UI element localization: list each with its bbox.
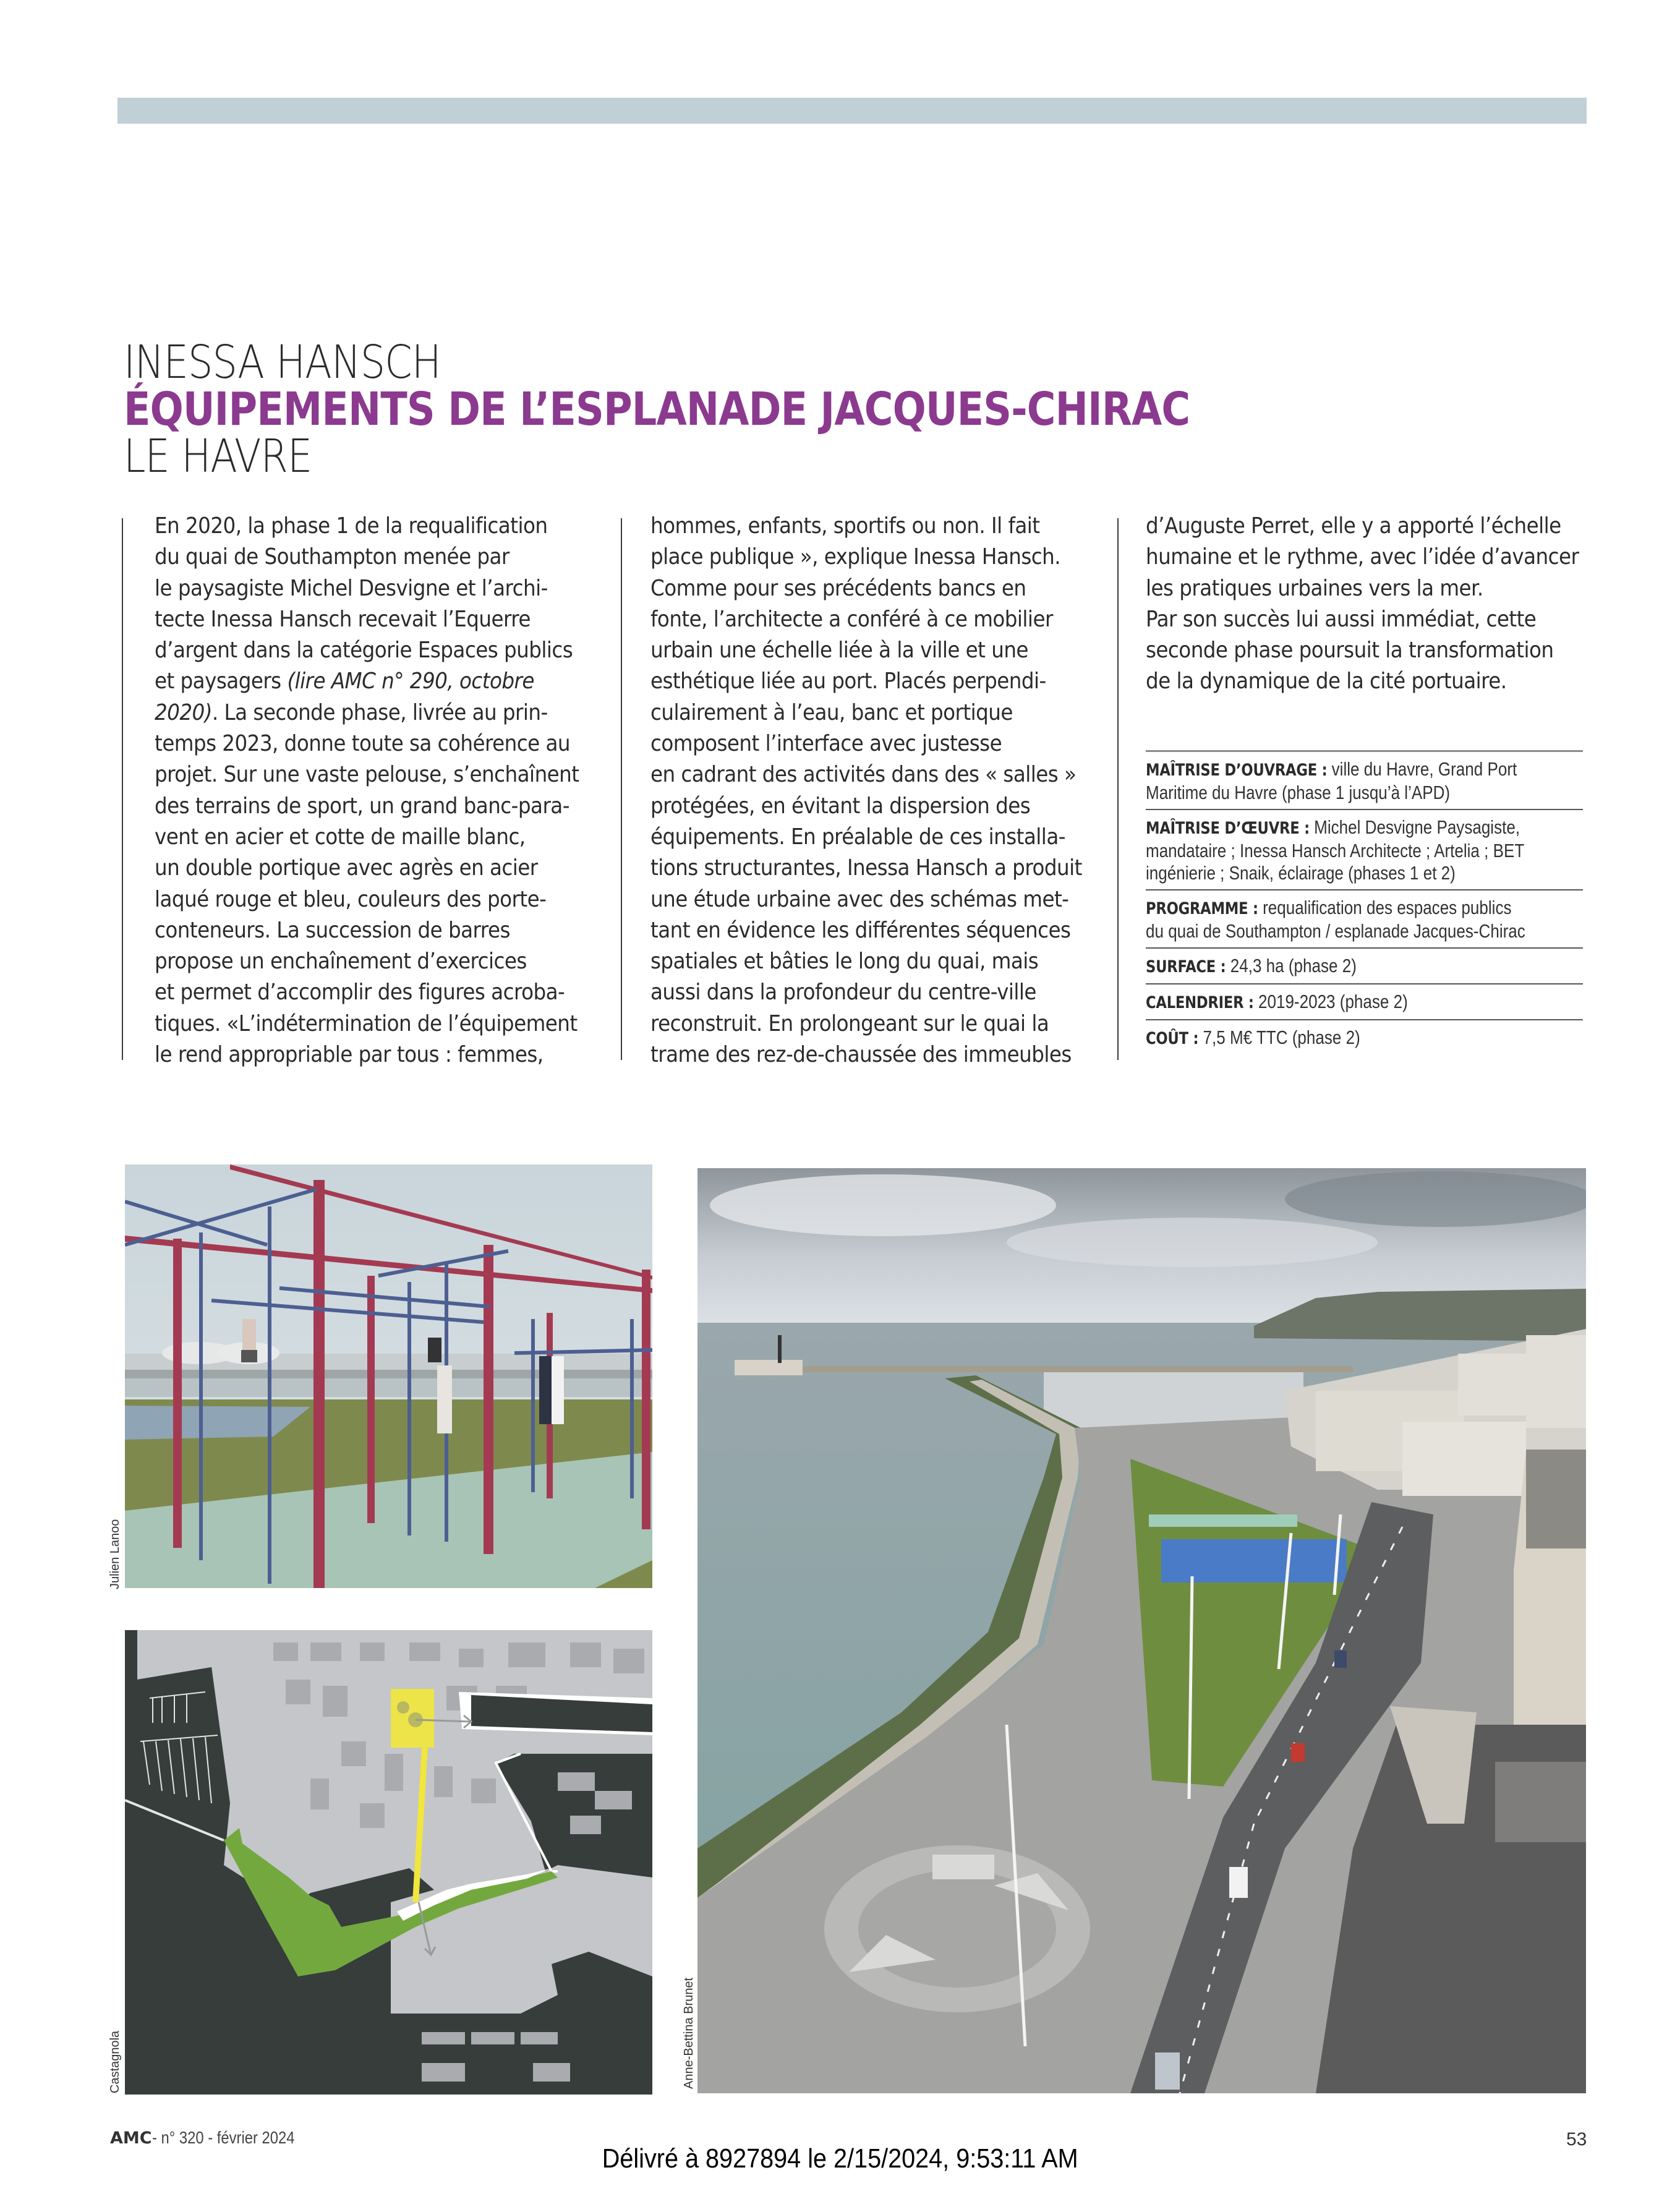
credit-value: ville du Havre, Grand Port: [1331, 758, 1517, 780]
text-line: protégées, en évitant la dispersion des: [650, 793, 1031, 819]
text-line: une étude urbaine avec des schémas met-: [650, 886, 1069, 912]
project-credits: [1146, 750, 1583, 1055]
text-line: aussi dans la profondeur du centre-ville: [650, 980, 1036, 1006]
magazine-reference: (lire AMC n° 290, octobre: [287, 668, 534, 694]
title-project: ÉQUIPEMENTS DE L’ESPLANADE JACQUES-CHIRAC: [124, 383, 1190, 436]
text-line: En 2020, la phase 1 de la requalification: [155, 513, 548, 539]
body-column-1: [155, 511, 600, 1070]
photo-playground: [125, 1164, 652, 1588]
title-city: LE HAVRE: [124, 430, 312, 483]
text-line: de la dynamique de la cité portuaire.: [1146, 668, 1507, 694]
text-line: reconstruit. En prolongeant sur le quai la: [650, 1010, 1049, 1036]
text-line: le paysagiste Michel Desvigne et l’archi-: [155, 575, 548, 601]
credit-value: 2019-2023 (phase 2): [1258, 991, 1408, 1012]
text-fragment: . La seconde phase, livrée au prin-: [211, 699, 548, 725]
credit-label: MAÎTRISE D’OUVRAGE :: [1146, 761, 1328, 780]
body-column-3: [1146, 511, 1585, 698]
site-plan-image: [125, 1630, 652, 2095]
text-line: des terrains de sport, un grand banc-para-: [155, 793, 569, 819]
issue-info: - n° 320 - février 2024: [151, 2128, 295, 2147]
credit-label: CALENDRIER :: [1146, 993, 1254, 1012]
column-rule-1: [122, 518, 123, 1060]
credit-program: [1146, 889, 1583, 947]
text-line: les pratiques urbaines vers la mer.: [1146, 575, 1483, 601]
column-rule-3: [1117, 518, 1119, 1060]
text-line: un double portique avec agrès en acier: [155, 855, 538, 881]
header-bar: [117, 98, 1587, 124]
text-line: tiques. «L’indétermination de l’équipement: [155, 1010, 578, 1036]
text-line: projet. Sur une vaste pelouse, s’enchaînent: [155, 762, 579, 788]
text-line: composent l’interface avec justesse: [650, 731, 1002, 757]
text-line: esthétique liée au port. Placés perpendi-: [650, 668, 1046, 694]
article-title: [124, 336, 1583, 483]
credit-label: MAÎTRISE D’ŒUVRE :: [1146, 819, 1310, 838]
title-author: INESSA HANSCH: [124, 336, 441, 389]
page-number: 53: [1566, 2129, 1587, 2150]
credit-label: PROGRAMME :: [1146, 899, 1258, 918]
text-line: [155, 666, 558, 697]
credit-schedule: [1146, 983, 1583, 1019]
text-line: conteneurs. La succession de barres: [155, 917, 510, 943]
text-line: en cadrant des activités dans des « salles »: [650, 762, 1077, 788]
credit-surface: [1146, 947, 1583, 983]
text-line: laqué rouge et bleu, couleurs des porte-: [155, 886, 547, 912]
credit-value: 7,5 M€ TTC (phase 2): [1203, 1027, 1360, 1048]
text-line: fonte, l’architecte a conféré à ce mobilier: [650, 606, 1053, 632]
text-line: équipements. En préalable de ces installa-: [650, 824, 1065, 850]
delivery-stamp: [0, 2143, 1680, 2174]
text-line: temps 2023, donne toute sa cohérence au: [155, 731, 571, 757]
credit-value: du quai de Southampton / esplanade Jacques-Chirac: [1146, 920, 1525, 942]
text-line: tant en évidence les différentes séquences: [650, 917, 1071, 943]
credit-architects: [1146, 809, 1583, 889]
text-line: du quai de Southampton menée par: [155, 544, 510, 570]
text-line: culairement à l’eau, banc et portique: [650, 699, 1013, 725]
text-fragment: et paysagers: [155, 668, 288, 694]
credit-value: Michel Desvigne Paysagiste,: [1314, 816, 1520, 838]
site-plan-map: [125, 1630, 652, 2095]
credit-label: COÛT :: [1146, 1029, 1199, 1048]
credit-value: Maritime du Havre (phase 1 jusqu’à l’APD): [1146, 782, 1451, 803]
credit-client: [1146, 750, 1583, 809]
text-line: le rend appropriable par tous : femmes,: [155, 1042, 544, 1068]
photo-credit-playground: Julien Lanoo: [108, 1519, 122, 1589]
credit-value: mandataire ; Inessa Hansch Architecte ; Artelia ; BET: [1146, 840, 1525, 861]
text-line: vent en acier et cotte de maille blanc,: [155, 824, 526, 850]
text-line: tions structurantes, Inessa Hansch a produit: [650, 855, 1082, 881]
text-line: humaine et le rythme, avec l’idée d’avancer: [1146, 544, 1579, 570]
credit-cost: [1146, 1019, 1583, 1055]
credit-value: 24,3 ha (phase 2): [1230, 955, 1357, 976]
magazine-name: AMC: [110, 2129, 152, 2148]
text-line: d’argent dans la catégorie Espaces publics: [155, 638, 573, 664]
text-line: trame des rez-de-chaussée des immeubles: [650, 1042, 1072, 1068]
credit-value: requalification des espaces publics: [1263, 897, 1512, 918]
photo-credit-aerial: Anne-Bettina Brunet: [682, 1977, 696, 2089]
credit-label: SURFACE :: [1146, 957, 1226, 976]
text-line: tecte Inessa Hansch recevait l’Equerre: [155, 606, 531, 632]
text-line: Comme pour ses précédents bancs en: [650, 575, 1026, 601]
aerial-photo-image: [697, 1168, 1586, 2093]
text-line: [155, 698, 558, 728]
text-line: hommes, enfants, sportifs ou non. Il fait: [650, 513, 1040, 539]
column-rule-2: [621, 518, 622, 1060]
credit-value: ingénierie ; Snaik, éclairage (phases 1 et 2): [1146, 862, 1456, 884]
playground-photo-image: [125, 1164, 652, 1588]
magazine-reference-end: 2020): [155, 699, 212, 725]
text-line: place publique », explique Inessa Hansch.: [650, 544, 1061, 570]
photo-aerial: [697, 1168, 1586, 2093]
text-line: spatiales et bâties le long du quai, mais: [650, 949, 1039, 975]
text-line: seconde phase poursuit la transformation: [1146, 638, 1554, 664]
photo-credit-map: Castagnola: [108, 2030, 122, 2093]
text-line: Par son succès lui aussi immédiat, cette: [1146, 606, 1537, 632]
body-column-2: [650, 511, 1096, 1070]
delivery-stamp-text: Délivré à 8927894 le 2/15/2024, 9:53:11 AM: [602, 2143, 1078, 2174]
text-line: et permet d’accomplir des figures acroba-: [155, 980, 565, 1006]
text-line: d’Auguste Perret, elle y a apporté l’échelle: [1146, 513, 1561, 539]
text-line: propose un enchaînement d’exercices: [155, 949, 527, 975]
text-line: urbain une échelle liée à la ville et une: [650, 638, 1028, 664]
